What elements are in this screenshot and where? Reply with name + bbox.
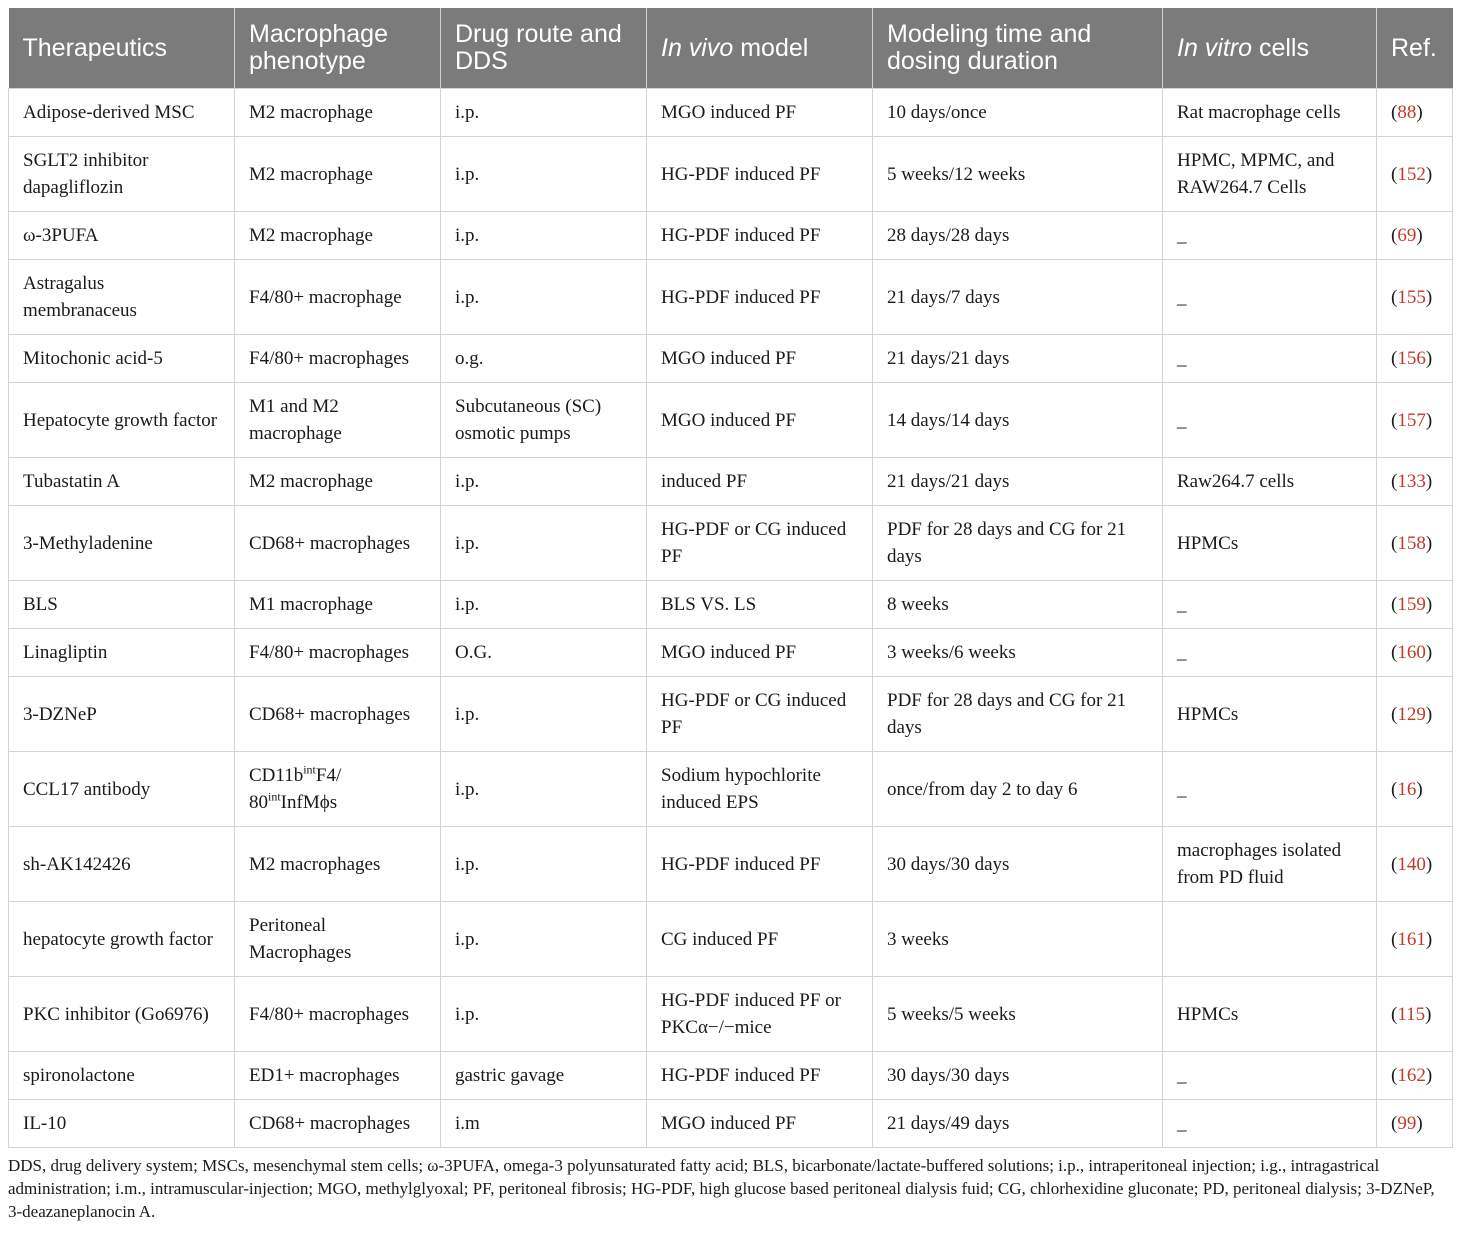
phenotype-superscript: int <box>303 762 316 777</box>
ref-open: ( <box>1391 102 1398 123</box>
cell-cells: _ <box>1163 629 1377 677</box>
cell-therapeutic: BLS <box>9 581 235 629</box>
cell-route: i.p. <box>441 458 647 506</box>
cell-cells: _ <box>1163 383 1377 458</box>
cell-ref <box>1377 335 1453 383</box>
ref-close: ) <box>1416 778 1423 800</box>
cell-route: i.p. <box>441 977 647 1052</box>
cell-phenotype: F4/80+ macrophage <box>235 260 441 335</box>
table-container <box>8 8 1452 1223</box>
ref-link[interactable]: 156 <box>1397 348 1426 369</box>
ref-close: ) <box>1425 1065 1433 1086</box>
cell-model: BLS VS. LS <box>647 581 873 629</box>
ref-close: ) <box>1416 1113 1423 1134</box>
ref-close: ) <box>1425 1003 1432 1025</box>
cell-phenotype: ED1+ macrophages <box>235 1052 441 1100</box>
cell-model: HG-PDF induced PF <box>647 827 873 902</box>
header-in-vivo-italic: In vivo <box>661 33 734 62</box>
cell-time: once/from day 2 to day 6 <box>873 752 1163 827</box>
cell-time: PDF for 28 days and CG for 21 days <box>873 506 1163 581</box>
cell-model: HG-PDF induced PF <box>647 137 873 212</box>
cell-therapeutic: sh-AK142426 <box>9 827 235 902</box>
ref-link[interactable]: 69 <box>1397 225 1417 246</box>
cell-cells: _ <box>1163 1100 1377 1148</box>
phenotype-part: CD11b <box>249 765 304 786</box>
ref-open: ( <box>1391 471 1398 492</box>
cell-ref <box>1377 260 1453 335</box>
cell-therapeutic: ω-3PUFA <box>9 212 235 260</box>
cell-ref <box>1377 89 1453 137</box>
cell-ref <box>1377 902 1453 977</box>
ref-link[interactable]: 99 <box>1397 1113 1417 1134</box>
ref-link[interactable]: 159 <box>1397 594 1426 615</box>
ref-link[interactable]: 16 <box>1397 778 1417 800</box>
ref-close: ) <box>1425 594 1433 615</box>
cell-cells: _ <box>1163 260 1377 335</box>
cell-route: i.p. <box>441 506 647 581</box>
cell-ref <box>1377 977 1453 1052</box>
cell-ref <box>1377 629 1453 677</box>
cell-model: HG-PDF induced PF <box>647 260 873 335</box>
ref-close: ) <box>1425 471 1433 492</box>
ref-link[interactable]: 133 <box>1397 471 1426 492</box>
cell-time: 21 days/49 days <box>873 1100 1163 1148</box>
cell-model: MGO induced PF <box>647 383 873 458</box>
cell-ref <box>1377 1100 1453 1148</box>
cell-route: i.p. <box>441 212 647 260</box>
cell-route: i.p. <box>441 137 647 212</box>
cell-cells: macrophages isolated from PD fluid <box>1163 827 1377 902</box>
cell-model: HG-PDF or CG induced PF <box>647 506 873 581</box>
cell-model: Sodium hypochlorite induced EPS <box>647 752 873 827</box>
cell-route: O.G. <box>441 629 647 677</box>
cell-phenotype: M2 macrophage <box>235 89 441 137</box>
cell-therapeutic: 3-DZNeP <box>9 677 235 752</box>
cell-phenotype: CD68+ macrophages <box>235 1100 441 1148</box>
phenotype-part: 80 <box>249 792 268 813</box>
header-drug-route: Drug route and DDS <box>441 8 647 89</box>
cell-time: 5 weeks/12 weeks <box>873 137 1163 212</box>
ref-close: ) <box>1425 286 1433 308</box>
therapeutics-table <box>8 8 1453 1148</box>
cell-therapeutic: Linagliptin <box>9 629 235 677</box>
ref-open: ( <box>1391 594 1398 615</box>
cell-ref <box>1377 137 1453 212</box>
table-row <box>9 1100 1453 1148</box>
ref-close: ) <box>1425 163 1433 185</box>
cell-ref <box>1377 581 1453 629</box>
table-row <box>9 89 1453 137</box>
ref-open: ( <box>1391 1003 1398 1025</box>
cell-ref <box>1377 752 1453 827</box>
cell-model: HG-PDF induced PF <box>647 1052 873 1100</box>
cell-time: 14 days/14 days <box>873 383 1163 458</box>
cell-route: Subcutaneous (SC) osmotic pumps <box>441 383 647 458</box>
ref-link[interactable]: 129 <box>1397 703 1426 725</box>
table-row <box>9 977 1453 1052</box>
header-in-vitro-cells <box>1163 8 1377 89</box>
ref-open: ( <box>1391 853 1398 875</box>
ref-close: ) <box>1425 703 1433 725</box>
cell-time: 8 weeks <box>873 581 1163 629</box>
cell-time: 10 days/once <box>873 89 1163 137</box>
cell-time: 30 days/30 days <box>873 1052 1163 1100</box>
cell-therapeutic: Hepatocyte growth factor <box>9 383 235 458</box>
ref-close: ) <box>1416 102 1423 123</box>
ref-close: ) <box>1425 348 1433 369</box>
table-row <box>9 260 1453 335</box>
cell-phenotype: CD68+ macrophages <box>235 506 441 581</box>
header-row <box>9 8 1453 89</box>
cell-ref <box>1377 506 1453 581</box>
cell-phenotype: M2 macrophage <box>235 137 441 212</box>
cell-cells: Rat macrophage cells <box>1163 89 1377 137</box>
cell-model: MGO induced PF <box>647 335 873 383</box>
cell-route: i.p. <box>441 752 647 827</box>
table-row <box>9 581 1453 629</box>
cell-cells: HPMCs <box>1163 977 1377 1052</box>
header-macrophage-phenotype: Macrophage phenotype <box>235 8 441 89</box>
ref-link[interactable]: 162 <box>1397 1065 1426 1086</box>
ref-close: ) <box>1425 853 1433 875</box>
ref-open: ( <box>1391 225 1398 246</box>
cell-ref <box>1377 212 1453 260</box>
cell-phenotype: F4/80+ macrophages <box>235 629 441 677</box>
table-row <box>9 629 1453 677</box>
cell-phenotype: Peritoneal Macrophages <box>235 902 441 977</box>
ref-open: ( <box>1391 532 1398 554</box>
ref-link[interactable]: 115 <box>1397 1003 1426 1025</box>
cell-therapeutic: SGLT2 inhibitor dapagliflozin <box>9 137 235 212</box>
cell-model: HG-PDF induced PF <box>647 212 873 260</box>
cell-ref <box>1377 677 1453 752</box>
ref-open: ( <box>1391 348 1398 369</box>
ref-close: ) <box>1425 642 1433 663</box>
ref-open: ( <box>1391 286 1398 308</box>
cell-phenotype: F4/80+ macrophages <box>235 335 441 383</box>
header-ref: Ref. <box>1377 8 1453 89</box>
ref-close: ) <box>1416 225 1423 246</box>
ref-link[interactable]: 155 <box>1397 286 1426 308</box>
cell-model: HG-PDF or CG induced PF <box>647 677 873 752</box>
ref-link[interactable]: 161 <box>1397 928 1426 950</box>
cell-cells: HPMC, MPMC, and RAW264.7 Cells <box>1163 137 1377 212</box>
cell-time: 3 weeks/6 weeks <box>873 629 1163 677</box>
cell-time: 28 days/28 days <box>873 212 1163 260</box>
table-footnote: DDS, drug delivery system; MSCs, mesenchymal stem cells; ω-3PUFA, omega-3 polyunsaturated fatty acid; BLS, bicarbonate/lactate-buffered solutions; i.p., intraperitoneal injection; i.g., intragastrical administration; i.m., intramuscular-injection; MGO, methylglyoxal; PF, peritoneal fibrosis; HG-PDF, high glucose based peritoneal dialysis fuid; CG, chlorhexidine gluconate; PD, peritoneal dialysis; 3-DZNeP, 3-deazaneplanocin A. <box>8 1156 1435 1221</box>
ref-link[interactable]: 88 <box>1397 102 1417 123</box>
cell-model: MGO induced PF <box>647 629 873 677</box>
cell-cells: Raw264.7 cells <box>1163 458 1377 506</box>
cell-cells: _ <box>1163 335 1377 383</box>
cell-therapeutic: IL-10 <box>9 1100 235 1148</box>
cell-phenotype: M1 and M2 macrophage <box>235 383 441 458</box>
cell-phenotype: CD68+ macrophages <box>235 677 441 752</box>
cell-ref <box>1377 458 1453 506</box>
table-row <box>9 212 1453 260</box>
table-row <box>9 752 1453 827</box>
ref-close: ) <box>1425 532 1433 554</box>
cell-cells: _ <box>1163 212 1377 260</box>
cell-therapeutic: PKC inhibitor (Go6976) <box>9 977 235 1052</box>
phenotype-superscript: int <box>268 789 281 804</box>
table-row <box>9 902 1453 977</box>
ref-open: ( <box>1391 409 1398 431</box>
ref-open: ( <box>1391 1065 1398 1086</box>
cell-route: gastric gavage <box>441 1052 647 1100</box>
ref-open: ( <box>1391 703 1398 725</box>
phenotype-part: InfMϕs <box>280 792 338 813</box>
cell-cells: _ <box>1163 581 1377 629</box>
header-therapeutics: Therapeutics <box>9 8 235 89</box>
header-in-vivo-rest: model <box>733 33 809 62</box>
cell-cells: HPMCs <box>1163 506 1377 581</box>
ref-close: ) <box>1425 409 1433 431</box>
cell-route: i.p. <box>441 827 647 902</box>
ref-link[interactable]: 160 <box>1397 642 1426 663</box>
cell-model: MGO induced PF <box>647 89 873 137</box>
cell-therapeutic: Tubastatin A <box>9 458 235 506</box>
cell-therapeutic: Astragalus membranaceus <box>9 260 235 335</box>
table-row <box>9 383 1453 458</box>
cell-therapeutic: 3-Methyladenine <box>9 506 235 581</box>
cell-phenotype: F4/80+ macrophages <box>235 977 441 1052</box>
cell-time: 3 weeks <box>873 902 1163 977</box>
cell-route: i.m <box>441 1100 647 1148</box>
cell-time: PDF for 28 days and CG for 21 days <box>873 677 1163 752</box>
cell-phenotype: M2 macrophage <box>235 212 441 260</box>
table-row <box>9 506 1453 581</box>
cell-cells: _ <box>1163 1052 1377 1100</box>
cell-phenotype <box>235 752 441 827</box>
cell-time: 30 days/30 days <box>873 827 1163 902</box>
ref-open: ( <box>1391 163 1398 185</box>
ref-link[interactable]: 158 <box>1397 532 1426 554</box>
cell-ref <box>1377 1052 1453 1100</box>
cell-model: MGO induced PF <box>647 1100 873 1148</box>
cell-ref <box>1377 383 1453 458</box>
cell-therapeutic: Mitochonic acid-5 <box>9 335 235 383</box>
cell-model: CG induced PF <box>647 902 873 977</box>
cell-route: i.p. <box>441 581 647 629</box>
ref-open: ( <box>1391 642 1398 663</box>
cell-route: i.p. <box>441 677 647 752</box>
ref-open: ( <box>1391 928 1398 950</box>
table-row <box>9 677 1453 752</box>
ref-link[interactable]: 140 <box>1397 853 1426 875</box>
cell-model: HG-PDF induced PF or PKCα−/−mice <box>647 977 873 1052</box>
table-body <box>9 89 1453 1148</box>
cell-cells <box>1163 902 1377 977</box>
table-row <box>9 335 1453 383</box>
header-in-vitro-rest: cells <box>1252 33 1309 62</box>
header-in-vitro-italic: In vitro <box>1177 33 1253 62</box>
cell-phenotype: M2 macrophages <box>235 827 441 902</box>
ref-open: ( <box>1391 778 1398 800</box>
cell-therapeutic: hepatocyte growth factor <box>9 902 235 977</box>
ref-link[interactable]: 152 <box>1397 163 1426 185</box>
cell-ref <box>1377 827 1453 902</box>
cell-phenotype: M2 macrophage <box>235 458 441 506</box>
cell-time: 21 days/7 days <box>873 260 1163 335</box>
table-row <box>9 1052 1453 1100</box>
cell-time: 21 days/21 days <box>873 458 1163 506</box>
table-row <box>9 827 1453 902</box>
table-row <box>9 137 1453 212</box>
table-row <box>9 458 1453 506</box>
header-modeling-time: Modeling time and dosing duration <box>873 8 1163 89</box>
cell-route: i.p. <box>441 902 647 977</box>
table-header <box>9 8 1453 89</box>
cell-therapeutic: CCL17 antibody <box>9 752 235 827</box>
phenotype-part: F4/ <box>315 765 342 786</box>
cell-time: 5 weeks/5 weeks <box>873 977 1163 1052</box>
cell-model: induced PF <box>647 458 873 506</box>
header-in-vivo-model <box>647 8 873 89</box>
cell-time: 21 days/21 days <box>873 335 1163 383</box>
cell-route: i.p. <box>441 260 647 335</box>
cell-cells: _ <box>1163 752 1377 827</box>
cell-therapeutic: spironolactone <box>9 1052 235 1100</box>
cell-route: i.p. <box>441 89 647 137</box>
ref-close: ) <box>1425 928 1433 950</box>
ref-link[interactable]: 157 <box>1397 409 1426 431</box>
cell-therapeutic: Adipose-derived MSC <box>9 89 235 137</box>
cell-cells: HPMCs <box>1163 677 1377 752</box>
ref-open: ( <box>1391 1113 1398 1134</box>
cell-phenotype: M1 macrophage <box>235 581 441 629</box>
cell-route: o.g. <box>441 335 647 383</box>
